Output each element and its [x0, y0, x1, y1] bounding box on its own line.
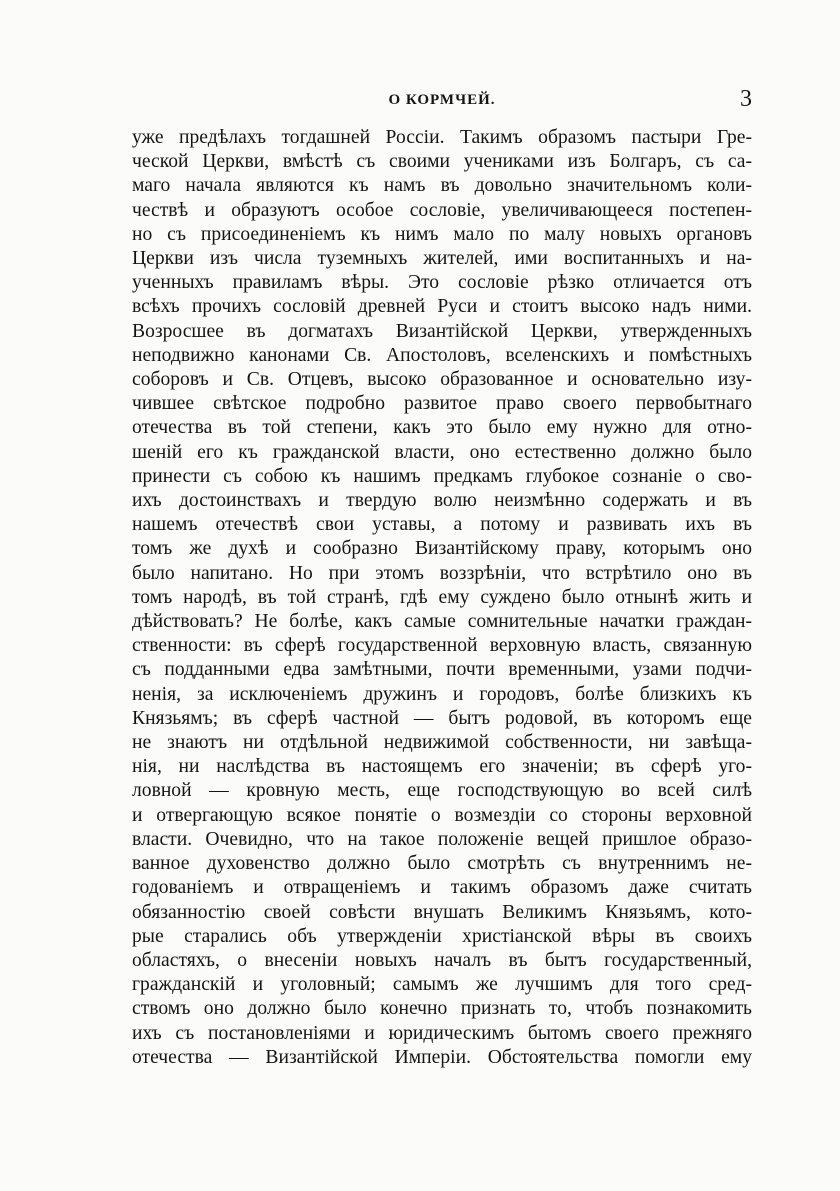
text-line: власти. Очевидно, что на такое положеніе вещей пришлое образо- [132, 828, 752, 850]
text-line: отечества въ той степени, какъ это было ему нужно для отно- [132, 417, 752, 439]
text-line: ческой Церкви, вмѣстѣ съ своими учениками изъ Болгаръ, съ са- [132, 151, 752, 173]
text-line: областяхъ, о внесеніи новыхъ началъ въ бытъ государственный, [132, 949, 752, 971]
text-line: ученныхъ правиламъ вѣры. Это сословіе рѣзко отличается отъ [132, 272, 752, 294]
text-line: нашемъ отечествѣ свои уставы, а потому и развивать ихъ въ [132, 514, 752, 536]
text-line: ственности: въ сферѣ государственной верховную власть, связанную [132, 635, 752, 657]
text-line: всѣхъ прочихъ сословій древней Руси и стоитъ высоко надъ ними. [132, 296, 752, 318]
text-line: рые старались объ утвержденіи христіанской вѣры въ своихъ [132, 925, 752, 947]
text-line: ненія, за исключеніемъ дружинъ и городовъ, болѣе близкихъ къ [132, 683, 752, 705]
text-line: неподвижно канонами Св. Апостоловъ, вселенскихъ и помѣстныхъ [132, 344, 752, 366]
text-line: но съ присоединеніемъ къ нимъ мало по малу новыхъ органовъ [132, 223, 752, 245]
text-line: ствомъ оно должно было конечно признать то, чтобъ познакомить [132, 998, 752, 1020]
text-line: ихъ достоинствахъ и твердую волю неизмѣнно содержать и въ [132, 490, 752, 512]
page-number: 3 [740, 86, 752, 112]
text-line: Церкви изъ числа туземныхъ жителей, ими воспитанныхъ и на- [132, 248, 752, 270]
text-line: дѣйствовать? Не болѣе, какъ самые сомнительные начатки граждан- [132, 611, 752, 633]
text-line: было напитано. Но при этомъ воззрѣніи, что встрѣтило оно въ [132, 562, 752, 584]
text-line: годованіемъ и отвращеніемъ и такимъ образомъ даже считать [132, 877, 752, 899]
text-line: уже предѣлахъ тогдашней Россіи. Такимъ образомъ пастыри Гре- [132, 127, 752, 148]
text-line: отечества — Византійской Имперіи. Обстоятельства помогли ему [132, 1046, 752, 1068]
text-line: маго начала являются къ намъ въ довольно значительномъ коли- [132, 175, 752, 197]
text-line: не знаютъ ни отдѣльной недвижимой собственности, ни завѣща- [132, 732, 752, 754]
running-title: О КОРМЧЕЙ. [388, 92, 496, 108]
text-line: томъ народѣ, въ той странѣ, гдѣ ему суждено было отнынѣ жить и [132, 586, 752, 608]
text-line: томъ же духѣ и сообразно Византійскому праву, которымъ оно [132, 538, 752, 560]
text-line: шеній его къ гражданской власти, оно естественно должно было [132, 441, 752, 463]
text-line: Возросшее въ догматахъ Византійской Церкви, утвержденныхъ [132, 320, 752, 342]
text-line: чившее свѣтское подробно развитое право своего первобытнаго [132, 393, 752, 415]
text-line: соборовъ и Св. Отцевъ, высоко образованное и основательно изу- [132, 369, 752, 391]
text-line: съ подданными едва замѣтными, почти временными, узами подчи- [132, 659, 752, 681]
page-header [132, 86, 752, 116]
text-line: ловной — кровную месть, еще господствующую во всей силѣ [132, 780, 752, 802]
text-line: гражданскій и уголовный; самымъ же лучшимъ для того сред- [132, 974, 752, 996]
text-line: принести съ собою къ нашимъ предкамъ глубокое сознаніе о сво- [132, 465, 752, 487]
body-text [132, 126, 752, 1070]
text-line: нія, ни наслѣдства въ настоящемъ его значеніи; въ сферѣ уго- [132, 756, 752, 778]
text-line: и отвергающую всякое понятіе о возмездіи со стороны верховной [132, 804, 752, 826]
text-line: обязанностію своей совѣсти внушать Великимъ Князьямъ, кото- [132, 901, 752, 923]
text-line: чествѣ и образуютъ особое сословіе, увеличивающееся постепен- [132, 199, 752, 221]
text-line: ванное духовенство должно было смотрѣть съ внутреннимъ не- [132, 853, 752, 875]
text-line: ихъ съ постановленіями и юридическимъ бытомъ своего прежняго [132, 1022, 752, 1044]
text-line: Князьямъ; въ сферѣ частной — бытъ родовой, въ которомъ еще [132, 707, 752, 729]
